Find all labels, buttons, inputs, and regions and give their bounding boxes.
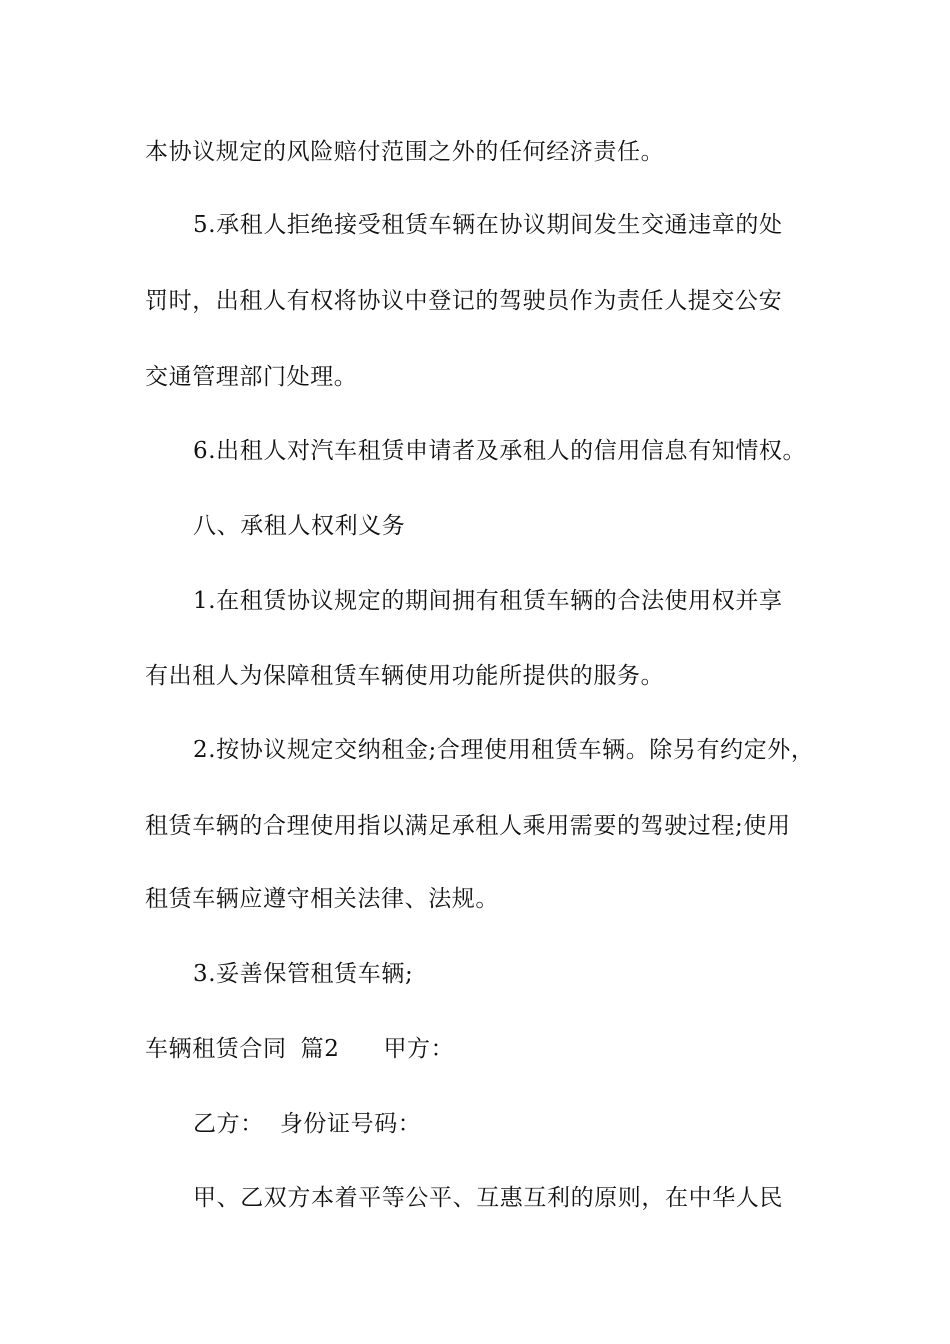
paragraph-line: 1.在租赁协议规定的期间拥有租赁车辆的合法使用权并享 [193, 588, 783, 614]
paragraph-line: 租赁车辆应遵守相关法律、法规。 [145, 886, 499, 912]
paragraph-line: 交通管理部门处理。 [145, 364, 358, 390]
paragraph-line: 5.承租人拒绝接受租赁车辆在协议期间发生交通违章的处 [193, 212, 783, 238]
contract-title: 车辆租赁合同 [145, 1036, 287, 1062]
section-heading: 八、承租人权利义务 [193, 513, 406, 539]
paragraph-line: 2.按协议规定交纳租金;合理使用租赁车辆。除另有约定外， [193, 737, 815, 763]
paragraph-line: 本协议规定的风险赔付范围之外的任何经济责任。 [145, 139, 665, 165]
party-b-label: 乙方： [193, 1111, 264, 1137]
paragraph-line: 甲、乙双方本着平等公平、互惠互利的原则，在中华人民 [193, 1185, 783, 1211]
party-b-row [193, 1109, 873, 1139]
paragraph-line: 3.妥善保管租赁车辆; [193, 961, 414, 987]
contract-section: 篇2 [300, 1036, 340, 1062]
contract-heading-row [145, 1034, 825, 1064]
paragraph-line: 罚时，出租人有权将协议中登记的驾驶员作为责任人提交公安 [145, 288, 783, 314]
paragraph-line: 租赁车辆的合理使用指以满足承租人乘用需要的驾驶过程;使用 [145, 813, 791, 839]
id-number-label: 身份证号码： [279, 1111, 422, 1137]
paragraph-line: 6.出租人对汽车租赁申请者及承租人的信用信息有知情权。 [193, 438, 807, 464]
party-a-label: 甲方： [383, 1036, 455, 1062]
paragraph-line: 有出租人为保障租赁车辆使用功能所提供的服务。 [145, 663, 665, 689]
